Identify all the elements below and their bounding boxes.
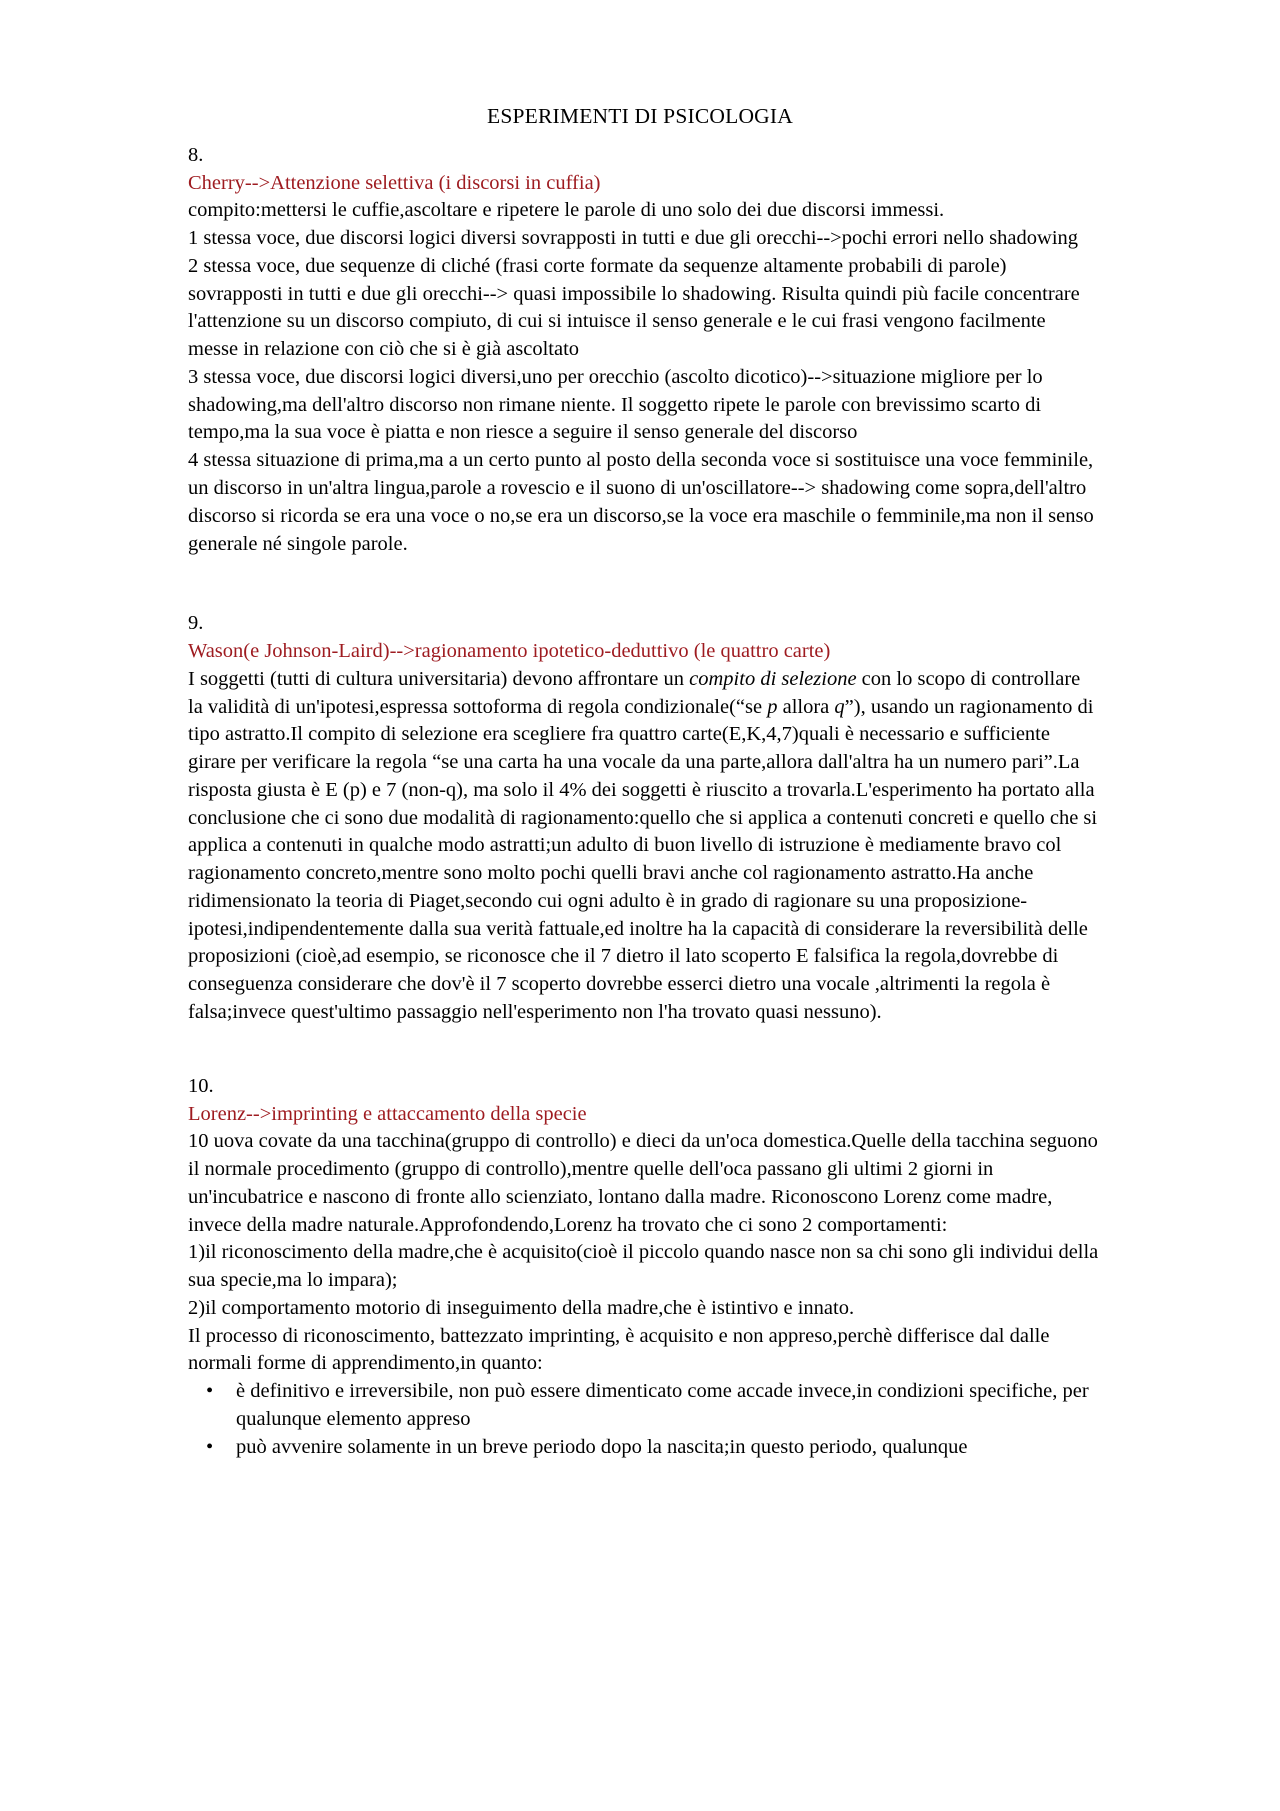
- section-spacer-8-9: [188, 558, 1100, 610]
- section-9-italic-p: p: [767, 695, 778, 718]
- section-8-number: 8.: [188, 143, 204, 166]
- section-10-number: 10.: [188, 1074, 214, 1097]
- section-10-paragraph-2: 1)il riconoscimento della madre,che è acquisito(cioè il piccolo quando nasce non sa chi sono gli individui della sua specie,ma lo impara);: [188, 1241, 1099, 1292]
- section-9-italic-compito-di-selezione: compito di selezione: [689, 667, 857, 690]
- section-8: [188, 142, 1100, 558]
- section-8-paragraph-4: 3 stessa voce, due discorsi logici diversi,uno per orecchio (ascolto dicotico)-->situazione migliore per lo shadowing,ma dell'altro discorso non rimane niente. Il soggetto ripete le parole con brevissimo scarto di tempo,ma la sua voce è piatta e non riesce a seguire il senso generale del discorso: [188, 365, 1043, 444]
- list-item: [188, 1378, 1100, 1434]
- section-8-heading: Cherry-->Attenzione selettiva (i discorsi in cuffia): [188, 171, 601, 194]
- bullet-icon: •: [206, 1380, 214, 1403]
- section-9-text-part-3: allora: [777, 695, 835, 718]
- list-item: [188, 1434, 1100, 1462]
- section-9-italic-q: q: [834, 695, 845, 718]
- section-10-paragraph-4: Il processo di riconoscimento, battezzato imprinting, è acquisito e non appreso,perchè differisce dal dalle normali forme di apprendimento,in quanto:: [188, 1324, 1050, 1375]
- section-9-paragraph-1: [188, 666, 1100, 1027]
- section-9-text-part-1: I soggetti (tutti di cultura universitaria) devono affrontare un: [188, 667, 690, 690]
- section-9: [188, 610, 1100, 1026]
- section-10-bullet-list: [188, 1378, 1100, 1461]
- bullet-text-1: è definitivo e irreversibile, non può essere dimenticato come accade invece,in condizioni specifiche, per qualunque elemento appreso: [236, 1380, 1089, 1430]
- section-9-text-part-2: con lo scopo di controllare la validità di un'ipotesi,espressa sottoforma di regola condizionale(“se: [188, 667, 1081, 718]
- bullet-icon: •: [206, 1435, 214, 1458]
- section-8-paragraph-2: 1 stessa voce, due discorsi logici diversi sovrapposti in tutti e due gli orecchi-->pochi errori nello shadowing: [188, 227, 1079, 250]
- section-8-paragraph-3: 2 stessa voce, due sequenze di cliché (frasi corte formate da sequenze altamente probabili di parole) sovrapposti in tutti e due gli orecchi--> quasi impossibile lo shadowing. Risulta quindi più facile concentrare l'attenzione su un discorso compiuto, di cui si intuisce il senso generale e le cui frasi vengono facilmente messe in relazione con ciò che si è già ascoltato: [188, 254, 1080, 361]
- bullet-text-2: può avvenire solamente in un breve periodo dopo la nascita;in questo periodo, qualunque: [236, 1435, 968, 1458]
- document-body: [180, 130, 1100, 1462]
- title-gap: [188, 130, 1100, 142]
- section-10-paragraph-3: 2)il comportamento motorio di inseguimento della madre,che è istintivo e innato.: [188, 1296, 855, 1319]
- section-8-paragraph-5: 4 stessa situazione di prima,ma a un certo punto al posto della seconda voce si sostituisce una voce femminile, un discorso in un'altra lingua,parole a rovescio e il suono di un'oscillatore--> shadowing come sopra,dell'altro discorso si ricorda se era una voce o no,se era un discorso,se la voce era maschile o femminile,ma non il senso generale né singole parole.: [188, 449, 1094, 555]
- section-10-paragraph-1: 10 uova covate da una tacchina(gruppo di controllo) e dieci da un'oca domestica.Quelle della tacchina seguono il normale procedimento (gruppo di controllo),mentre quelle dell'oca passano gli ultimi 2 giorni in un'incubatrice e nascono di fronte allo scienziato, lontano dalla madre. Riconoscono Lorenz come madre, invece della madre naturale.Approfondendo,Lorenz ha trovato che ci sono 2 comportamenti:: [188, 1130, 1098, 1236]
- section-10-heading: Lorenz-->imprinting e attaccamento della specie: [188, 1102, 587, 1125]
- section-9-heading: Wason(e Johnson-Laird)-->ragionamento ipotetico-deduttivo (le quattro carte): [188, 640, 831, 663]
- page-title: ESPERIMENTI DI PSICOLOGIA: [487, 104, 793, 128]
- section-8-paragraph-1: compito:mettersi le cuffie,ascoltare e ripetere le parole di uno solo dei due discorsi immessi.: [188, 199, 945, 222]
- section-9-number: 9.: [188, 612, 204, 635]
- section-9-text-part-4: ”), usando un ragionamento di tipo astratto.Il compito di selezione era scegliere fra quattro carte(E,K,4,7)quali è necessario e sufficiente girare per verificare la regola “se una carta ha una vocale da una parte,allora dall'altra ha un numero pari”.La risposta giusta è E (p) e 7 (non-q), ma solo il 4% dei soggetti è riuscito a trovarla.L'esperimento ha portato alla conclusione che ci sono due modalità di ragionamento:quello che si applica a contenuti concreti e quello che si applica a contenuti in qualche modo astratti;un adulto di buon livello di istruzione è mediamente bravo col ragionamento concreto,mentre sono molto pochi quelli bravi anche col ragionamento astratto.Ha anche ridimensionato la teoria di Piaget,secondo cui ogni adulto è in grado di ragionare su una proposizione-ipotesi,indipendentemente dalla sua verità fattuale,ed inoltre ha la capacità di considerare la reversibilità delle proposizioni (cioè,ad esempio, se riconosce che il 7 dietro il lato scoperto E falsifica la regola,dovrebbe di conseguenza considerare che dov'è il 7 scoperto dovrebbe esserci dietro una vocale ,altrimenti la regola è falsa;invece quest'ultimo passaggio nell'esperimento non l'ha trovato quasi nessuno).: [188, 695, 1098, 1023]
- section-10: [188, 1073, 1100, 1462]
- section-spacer-9-10: [188, 1027, 1100, 1073]
